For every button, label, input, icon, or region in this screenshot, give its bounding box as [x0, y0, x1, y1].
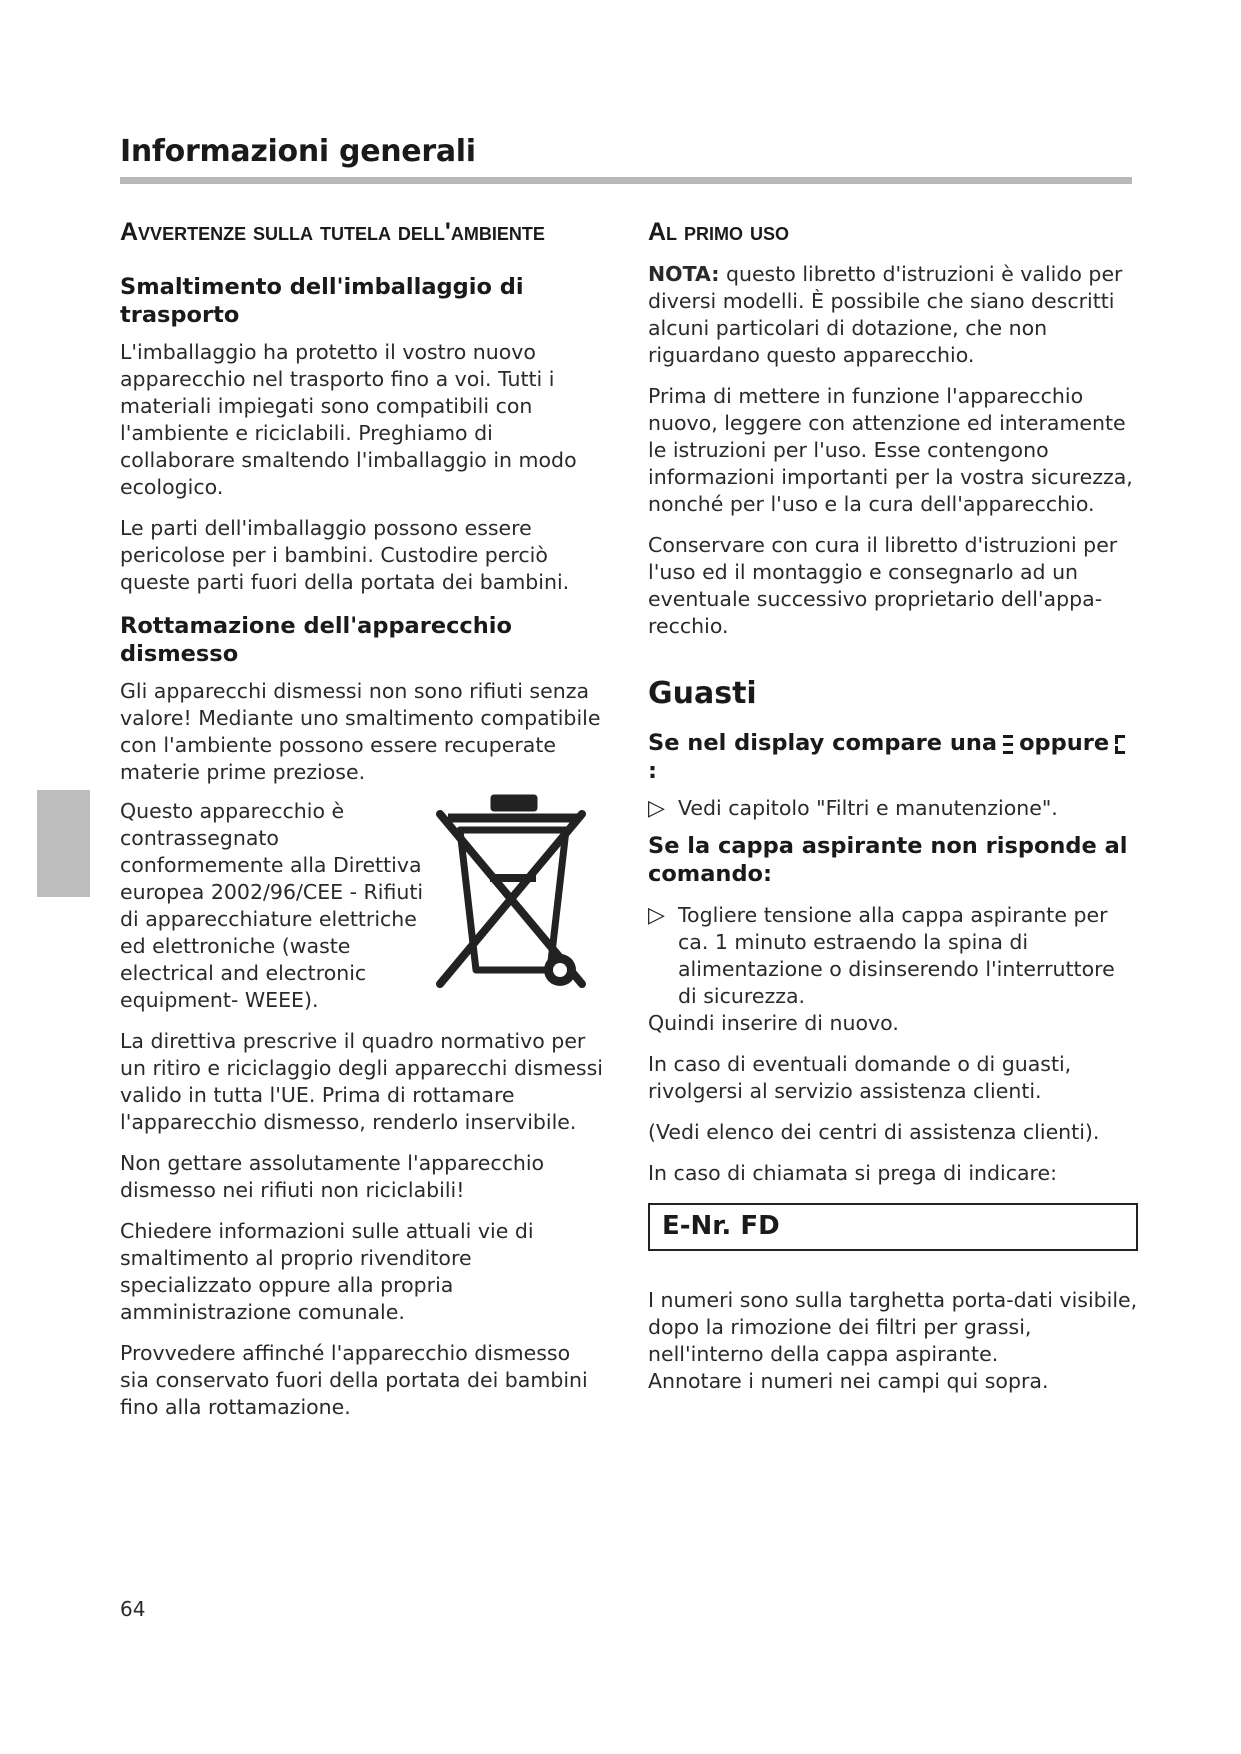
- packaging-paragraph: Le parti dell'imballaggio possono essere pericolose per i bambini. Custodire perciò queste parti fuori della portata dei bambini.: [120, 516, 570, 594]
- display-step-text: Vedi capitolo "Filtri e manutenzione".: [678, 796, 1058, 820]
- no-response-step-text: Togliere tensione alla cappa aspirante per ca. 1 minuto estraendo la spina di alimentazione o disinserendo l'interruttore di sicurezza.: [678, 903, 1115, 1008]
- crossed-out-wheelie-bin-icon: [432, 794, 592, 994]
- scrapping-intro: Gli apparecchi dismessi non sono rifiuti senza valore! Mediante uno smaltimento compatibile con l'ambiente possono essere recuperate materie prime preziose.: [120, 679, 601, 784]
- weee-block: [120, 798, 605, 1014]
- side-tab-marker: [37, 790, 90, 897]
- display-symbol-heading: [648, 729, 1138, 785]
- triple-bar-segment-icon: [1001, 733, 1015, 755]
- title-rule: [120, 177, 1132, 184]
- rating-plate-paragraph: I numeri sono sulla targhetta porta-dati visibile, dopo la rimozione dei filtri per grassi, nell'interno della cappa aspirante.: [648, 1288, 1138, 1366]
- display-heading-end: :: [648, 758, 657, 784]
- no-response-heading: Se la cappa aspirante non risponde al comando:: [648, 833, 1128, 887]
- page-number: 64: [120, 1597, 146, 1621]
- first-use-heading: Al primo uso: [648, 218, 789, 246]
- right-column: [648, 219, 1138, 1409]
- service-centres-paragraph: (Vedi elenco dei centri di assistenza clienti).: [648, 1120, 1100, 1144]
- display-heading-part2: oppure: [1019, 730, 1110, 756]
- environment-section-heading: Avvertenze sulla tutela dell'ambiente: [120, 218, 545, 246]
- step-marker-icon: ▷: [648, 903, 665, 928]
- no-unsorted-waste-paragraph: Non gettare assolutamente l'apparecchio dismesso nei rifiuti non riciclabili!: [120, 1151, 545, 1202]
- weee-paragraph: Questo apparecchio è contrassegnato conformemente alla Direttiva europea 2002/96/CEE - Rifiuti di apparecchiature elettriche ed elettroniche (waste electrical and electronic equipment- WEEE).: [120, 799, 424, 1012]
- packaging-paragraph: L'imballaggio ha protetto il vostro nuovo apparecchio nel trasporto fino a voi. Tutti i materiali impiegati sono compatibili con l'ambiente e riciclabili. Preghiamo di collaborare smaltendo l'imballaggio in modo ecologico.: [120, 340, 577, 499]
- step-marker-icon: ▷: [648, 796, 665, 821]
- reinsert-text: Quindi inserire di nuovo.: [648, 1011, 899, 1035]
- first-use-paragraph: Conservare con cura il libretto d'istruzioni per l'uso ed il montaggio e consegnarlo ad un eventuale successivo proprietario dell'appa-recchio.: [648, 533, 1118, 638]
- display-heading-part1: Se nel display compare una: [648, 730, 998, 756]
- packaging-heading: Smaltimento dell'imballaggio di trasporto: [120, 274, 524, 328]
- note-label: NOTA:: [648, 262, 720, 286]
- enr-fd-field: E-Nr. FD: [648, 1203, 1138, 1251]
- page-title: Informazioni generali: [120, 134, 476, 169]
- directive-paragraph: La direttiva prescrive il quadro normativo per un ritiro e riciclaggio degli apparecchi dismessi valido in tutta l'UE. Prima di rottamare l'apparecchio dismesso, renderlo inservibile.: [120, 1029, 603, 1134]
- first-use-paragraph: Prima di mettere in funzione l'apparecchio nuovo, leggere con attenzione ed interamente le istruzioni per l'uso. Esse contengono informazioni importanti per la vostra sicurezza, nonché per l'uso e la cura dell'apparecchio.: [648, 384, 1133, 516]
- corner-segment-icon: [1113, 733, 1127, 755]
- contact-service-paragraph: In caso di eventuali domande o di guasti, rivolgersi al servizio assistenza clienti.: [648, 1052, 1072, 1103]
- keep-away-children-paragraph: Provvedere affinché l'apparecchio dismesso sia conservato fuori della portata dei bambini fino alla rottamazione.: [120, 1341, 588, 1419]
- ask-dealer-paragraph: Chiedere informazioni sulle attuali vie di smaltimento al proprio rivenditore specializzato oppure alla propria amministrazione comunale.: [120, 1219, 534, 1324]
- left-column: [120, 219, 605, 1435]
- faults-heading: Guasti: [648, 676, 757, 711]
- display-step: [648, 795, 1138, 832]
- note-numbers-paragraph: Annotare i numeri nei campi qui sopra.: [648, 1369, 1049, 1393]
- note-text: questo libretto d'istruzioni è valido per diversi modelli. È possibile che siano descritti alcuni particolari di dotazione, che non riguardano questo apparecchio.: [648, 262, 1123, 367]
- note-paragraph: [648, 261, 1138, 369]
- call-info-paragraph: In caso di chiamata si prega di indicare:: [648, 1161, 1058, 1185]
- scrapping-heading: Rottamazione dell'apparecchio dismesso: [120, 613, 512, 667]
- no-response-step: [648, 902, 1138, 1010]
